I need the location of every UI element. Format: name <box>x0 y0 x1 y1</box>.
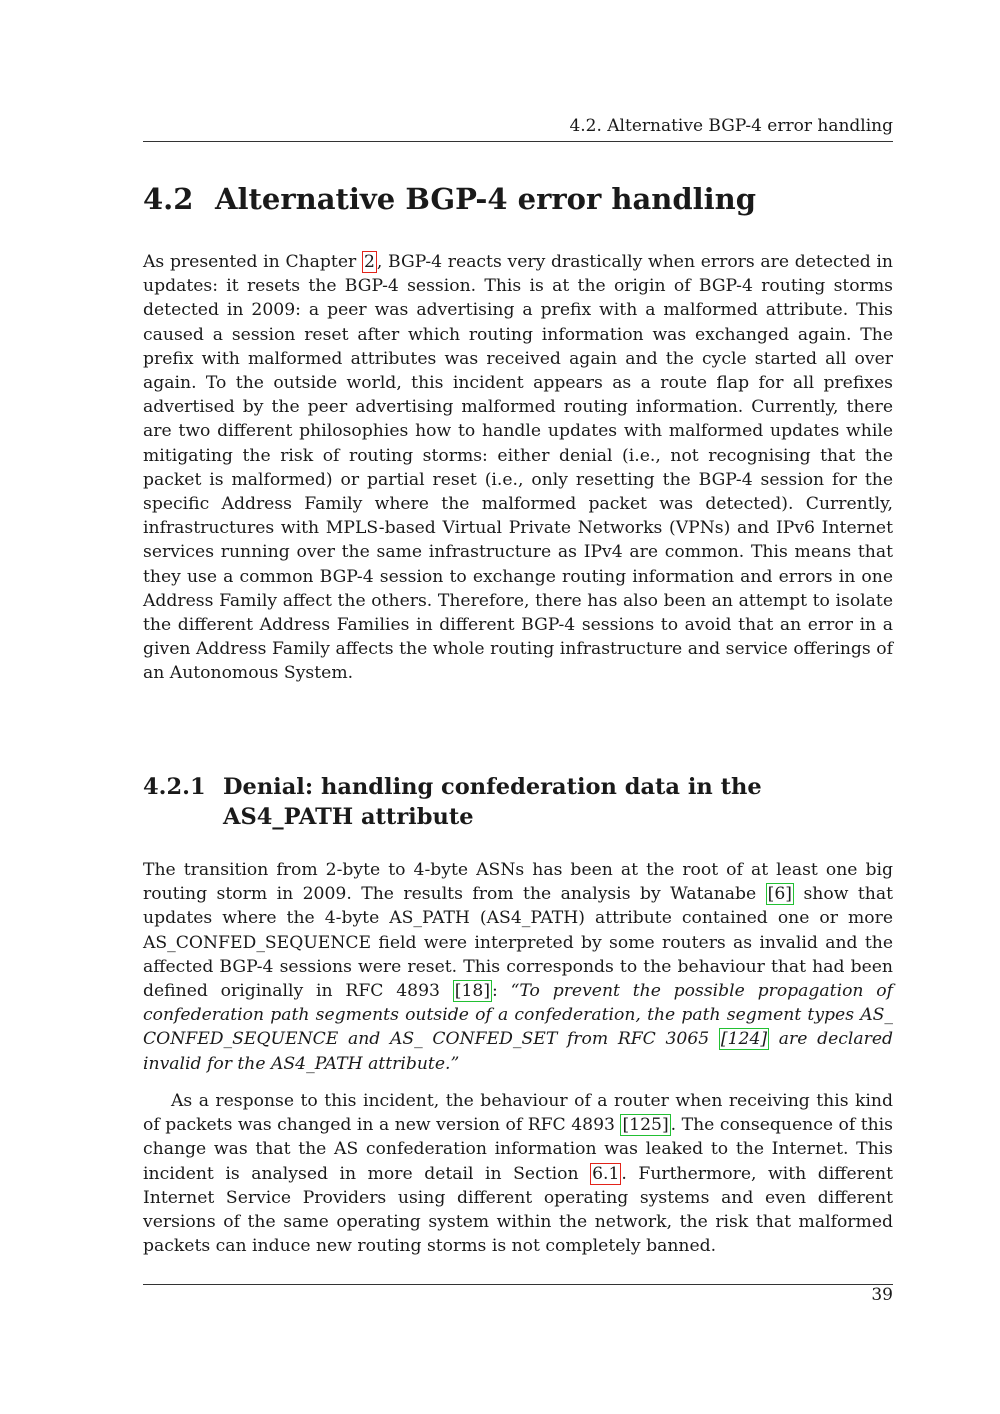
chapter-link[interactable]: 2 <box>363 252 375 272</box>
citation-link[interactable]: [124] <box>720 1029 768 1050</box>
section-heading <box>143 181 893 217</box>
document-page <box>143 0 893 1414</box>
text-run: The transition from 2-byte to 4-byte ASNs has been at the root of at least one big routing storm in 2009. The results from the analysis by Watanabe <box>143 860 893 905</box>
text-run: As a response to this incident, the behaviour of a router when receiving this kind of packets was changed in a new version of RFC 4893 <box>143 1091 893 1136</box>
quote-text: are declared invalid for the AS4_PATH attribute.” <box>143 1029 894 1074</box>
text-run: . The consequence of this change was that the AS confederation information was leaked to the Internet. This incident is analysed in more detail in Section <box>143 1115 893 1184</box>
quote-text: “To prevent the possible propagation of confederation path segments outside of a confederation, the path segment types AS_ CONFED_SEQUENCE and AS_ CONFED_SET from RFC 3065 <box>143 981 894 1050</box>
subsection-heading <box>143 773 893 832</box>
subsection-number: 4.2.1 <box>143 774 206 800</box>
text-run: . Furthermore, with different Internet Service Providers using different operating systems and even different versions of the same operating system within the network, the risk that malformed packets can induce new routing storms is not completely banned. <box>143 1163 893 1257</box>
page-number: 39 <box>871 1285 893 1305</box>
text-run: show that updates where the 4-byte AS_PATH (AS4_PATH) attribute contained one or more AS_CONFED_SEQUENCE field were interpreted by some routers as invalid and the affected BGP-4 sessions were reset. This corresponds to the behaviour that had been defined originally in RFC 4893 <box>143 884 893 1002</box>
text-run: , BGP-4 reacts very drastically when errors are detected in updates: it resets the BGP-4 session. This is at the origin of BGP-4 routing storms detected in 2009: a peer was advertising a prefix with a malformed attribute. This caused a session reset after which routing information was exchanged again. The prefix with malformed attributes was received again and the cycle started all over again. To the outside world, this incident appears as a route flap for all prefixes advertised by the peer advertising malformed routing information. Currently, there are two different philosophies how to handle updates with malformed updates while mitigating the risk of routing storms: either denial (i.e., not recognising that the packet is malformed) or partial reset (i.e., only resetting the BGP-4 session for the specific Address Family where the malformed packet was detected). Currently, infrastructures with MPLS-based Virtual Private Networks (VPNs) and IPv6 Internet services running over the same infrastructure as IPv4 are common. This means that they use a common BGP-4 session to exchange routing information and errors in one Address Family affect the others. Therefore, there has also been an attempt to isolate the different Address Families in different BGP-4 sessions to avoid that an error in a given Address Family affects the whole routing infrastructure and service offerings of an Autonomous System. <box>143 252 893 684</box>
section-number: 4.2 <box>143 182 194 216</box>
citation-link[interactable]: [6] <box>767 884 793 905</box>
subsection-title: Denial: handling confederation data in the AS4_PATH attribute <box>223 774 762 830</box>
footer-rule <box>143 1284 893 1285</box>
paragraph-2 <box>143 858 893 1076</box>
paragraph-3 <box>143 1089 893 1258</box>
text-run: : <box>492 981 511 1002</box>
running-header: 4.2. Alternative BGP-4 error handling <box>569 116 893 136</box>
header-rule <box>143 141 893 142</box>
paragraph-1 <box>143 250 893 686</box>
text-run: As presented in Chapter <box>143 252 362 272</box>
section-link[interactable]: 6.1 <box>592 1163 620 1184</box>
citation-link[interactable]: [18] <box>454 981 491 1002</box>
section-title: Alternative BGP-4 error handling <box>215 182 757 216</box>
citation-link[interactable]: [125] <box>622 1115 669 1136</box>
